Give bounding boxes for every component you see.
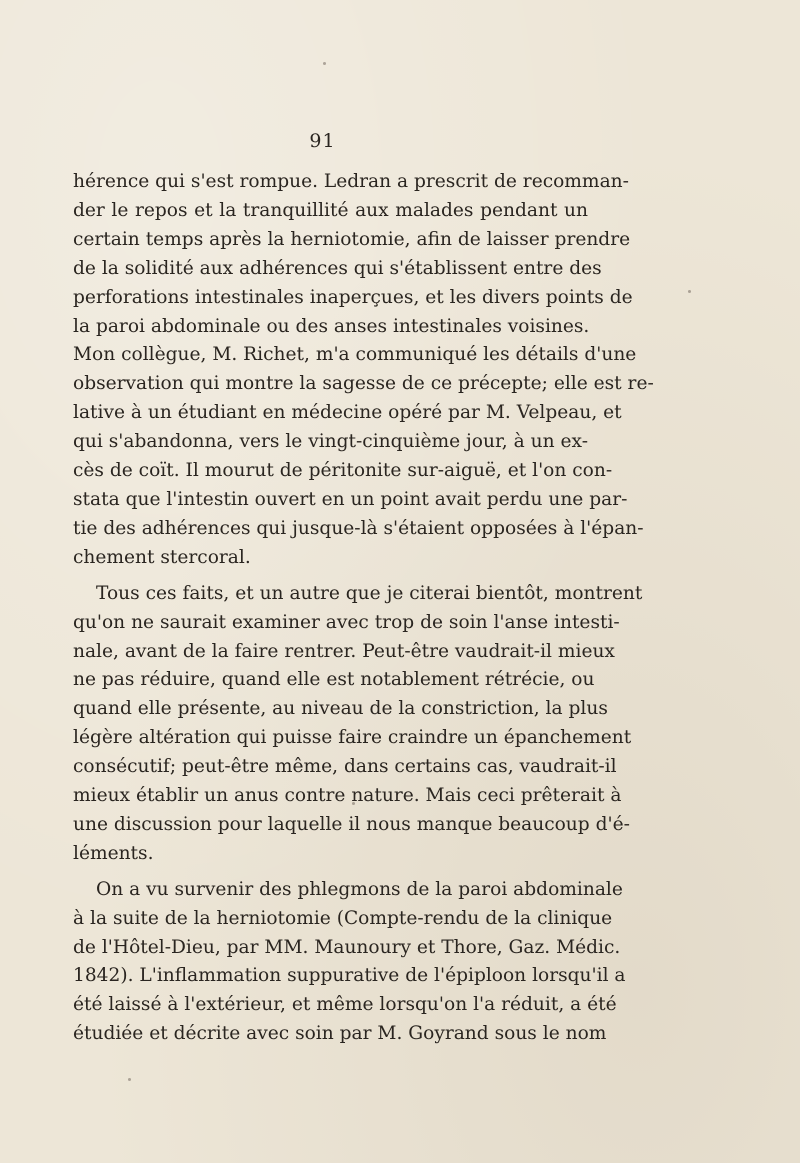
text-line: de la solidité aux adhérences qui s'établissent entre des [73, 257, 602, 279]
text-line: quand elle présente, au niveau de la constriction, la plus [73, 698, 608, 720]
page-number: 91 [309, 130, 336, 152]
text-line: à la suite de la herniotomie (Compte-rendu de la clinique [73, 907, 613, 929]
text-line: tie des adhérences qui jusque-là s'étaient opposées à l'épan- [73, 517, 644, 539]
text-line: hérence qui s'est rompue. Ledran a prescrit de recomman- [73, 171, 629, 192]
text-line: observation qui montre la sagesse de ce précepte; elle est re- [73, 373, 654, 395]
paper-speck [128, 1078, 131, 1081]
paragraph [73, 168, 654, 573]
paragraph-gap [73, 573, 588, 580]
text-line: mieux établir un anus contre nature. Mais ceci prêterait à [73, 785, 622, 807]
text-line: der le repos et la tranquillité aux malades pendant un [73, 199, 588, 221]
text-line: cès de coït. Il mourut de péritonite sur-aiguë, et l'on con- [73, 460, 613, 482]
text-line: ne pas réduire, quand elle est notablement rétrécie, ou [73, 669, 595, 691]
text-line: perforations intestinales inaperçues, et les divers points de [73, 286, 633, 308]
text-line: la paroi abdominale ou des anses intestinales voisines. [73, 315, 590, 337]
text-line: nale, avant de la faire rentrer. Peut-être vaudrait-il mieux [73, 640, 615, 662]
text-line: consécutif; peut-être même, dans certains cas, vaudrait-il [73, 756, 617, 778]
text-line: chement stercoral. [73, 546, 251, 568]
text-line: léments. [73, 842, 154, 864]
text-line: 1842). L'inflammation suppurative de l'épiploon lorsqu'il a [73, 965, 626, 987]
paragraph [73, 580, 643, 869]
paper-speck [352, 802, 355, 805]
text-line: lative à un étudiant en médecine opéré par M. Velpeau, et [73, 402, 622, 424]
paragraph [73, 876, 626, 1049]
text-line: étudiée et décrite avec soin par M. Goyrand sous le nom [73, 1023, 607, 1045]
paper-speck [323, 62, 326, 65]
text-line: stata que l'intestin ouvert en un point avait perdu une par- [73, 488, 628, 510]
paragraph-gap [73, 869, 588, 876]
text-line: été laissé à l'extérieur, et même lorsqu'on l'a réduit, a été [73, 994, 617, 1016]
body-text [73, 168, 654, 1049]
text-line: qu'on ne saurait examiner avec trop de soin l'anse intesti- [73, 611, 620, 633]
text-line: On a vu survenir des phlegmons de la paroi abdominale [96, 878, 623, 900]
text-line: Mon collègue, M. Richet, m'a communiqué les détails d'une [73, 344, 637, 366]
text-line: Tous ces faits, et un autre que je citerai bientôt, montrent [96, 582, 643, 604]
text-line: légère altération qui puisse faire craindre un épanchement [73, 727, 632, 749]
text-line: une discussion pour laquelle il nous manque beaucoup d'é- [73, 813, 630, 835]
text-line: certain temps après la herniotomie, afin de laisser prendre [73, 228, 631, 250]
text-line: de l'Hôtel-Dieu, par MM. Maunoury et Thore, Gaz. Médic. [73, 936, 621, 958]
text-line: qui s'abandonna, vers le vingt-cinquième jour, à un ex- [73, 431, 588, 453]
paper-speck [688, 290, 691, 293]
